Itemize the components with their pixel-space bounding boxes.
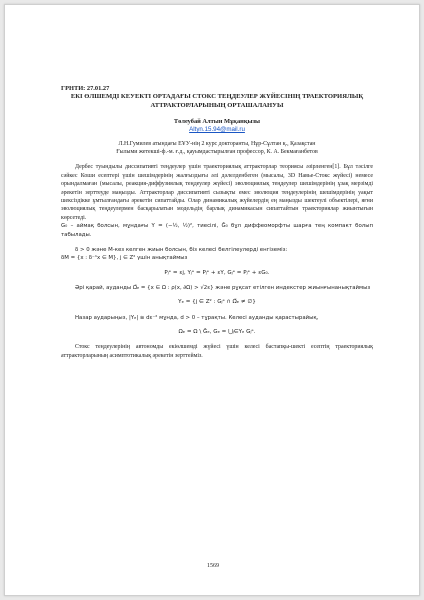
document-page (4, 4, 420, 596)
affiliation-line-2: Ғылыми жетекші-ф.-м. ғ.д., қауымдастырылған профессор, К. А. Бекмағанбетов (116, 148, 318, 155)
author-name: Төлеубай Алтын Мұқанқызы (173, 118, 261, 126)
paper-title: ЕКІ ӨЛШЕМДІ КЕУЕКТІ ОРТАДАҒЫ СТОКС ТЕҢДЕУЛЕР ЖҮЙЕСІНІҢ ТРАЕКТОРИЯЛЫҚ АТТРАКТОРЛАРЫНЫҢ ОРТАШАЛАНУЫ (70, 93, 364, 109)
paragraph-notation: δ > 0 және M-кез келген жиын болсын, біз келесі белгілеулерді енгіземіз: (75, 246, 288, 253)
paragraph-domain: Әрі қарай, ауданды Ω̃ₑ = {x ∈ Ω : ρ(x, ∂Ω) > √2ε} және рұқсат етілген индекстер жиынғынанықтаймыз (75, 285, 371, 292)
paragraph-note: Назар аударыңыз, |Υₑ| ≅ dε⁻² мұнда, d > 0 – тұрақты. Келесі ауданды қарастырайық, (75, 314, 319, 321)
paragraph-stokes: Стокс теңдеулерінің автономды екіөлшемді жүйесі үшін келесі бастапқы-шекті есептің траекториялық аттракторларының асимптотикалық әрекетін зерттейміз. (61, 344, 373, 359)
affiliation-line-1: Л.Н.Гумилев атындағы ЕҰУ-нің 2 курс докторанты, Нұр-Сұлтан қ., Қазақстан (118, 140, 316, 147)
formula-perforated-domain: Ωₑ = Ω \ Ḡₑ, Gₑ = ⋃ⱼ∈Υₑ Gⱼᵉ. (178, 329, 256, 336)
paragraph-intro: Дербес туындылы диссипативті теңдеулер үшін траекториялық аттракторлар теориясы әзірленген[1]. Бұл тәсілге сәйкес Коши есептері үшін шешімдерінің жалғыздығы әлі дәлелденбеген (мысалы, 3D Навье-Стокс жүйесі) немесе орындалмаған (мысалы, реакция-диффузиялық теңдеулер жүйесі) эволюциялық теңдеулер шешімдерінің ұзақ мерзімді әрекетін зерттеуде маңызды. Аттракторлар диссипативті сызықты емес эволюция теңдеулерінің шешімдерінің уақыт шексіздікке ұмтылғандағы әрекетін сипаттайды. Олар динамикалық жүйелердің ең маңызды шектеулі объектілері, яғни эволюциялық теңдеулермен басқарылатын модельдің барлық динамикасын сипаттайтын траекториялар жиынтығын көрсетеді. (61, 164, 373, 221)
formula-cells: Pⱼᵉ = εj, Yⱼᵉ = Pⱼᵉ + εY, Gⱼᵉ = Pⱼᵉ + εG₀. (164, 269, 270, 276)
paragraph-intro-math: G₀ – аймақ болсын, мұндағы Y = (−½, ½)², тиесілі, Ḡ₀ бұл диффеоморфты шарға тең компакт болып табылады. (61, 223, 373, 238)
grnti-code: ГРНТИ: 27.01.27 (61, 85, 110, 92)
paragraph-notation-math: δM = {x : δ⁻¹x ∈ M}, j ∈ Z² үшін анықтаймыз (61, 255, 188, 262)
page-number: 1569 (207, 563, 219, 569)
formula-index-set: Υₑ = {j ∈ Z² : Gⱼᵉ ∩ Ω̃ₑ ≠ ∅} (178, 299, 256, 306)
author-email-link[interactable]: Altyn.15.94@mail.ru (189, 126, 245, 134)
page-content (61, 85, 373, 360)
